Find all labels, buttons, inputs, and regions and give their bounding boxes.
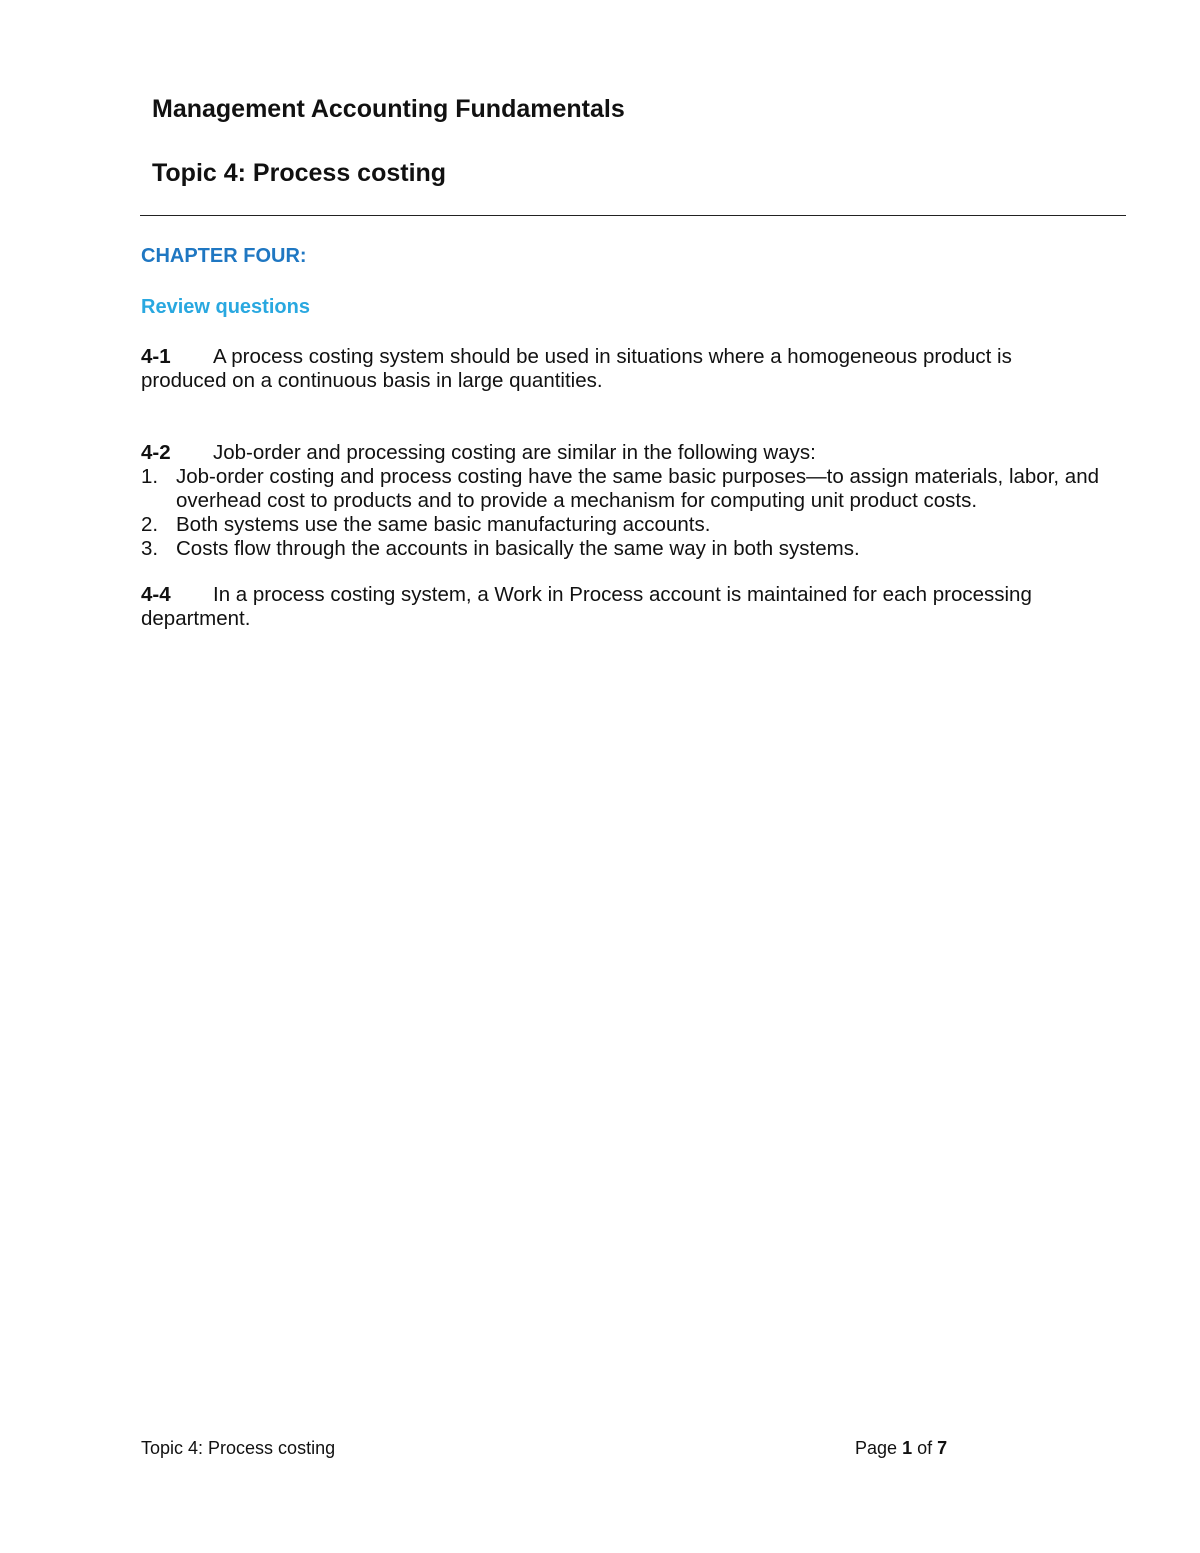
review-questions-body — [141, 345, 1101, 631]
question-number: 4-2 — [141, 441, 171, 464]
list-item-number: 2. — [141, 513, 159, 536]
document-title: Management Accounting Fundamentals — [152, 95, 625, 123]
section-heading: Review questions — [141, 296, 310, 318]
header-divider — [140, 215, 1126, 216]
page-current: 1 — [902, 1438, 913, 1458]
question-4-2 — [141, 441, 1101, 465]
list-item — [141, 537, 1101, 561]
question-number: 4-1 — [141, 345, 171, 368]
list-item — [141, 513, 1101, 537]
list-item-text: Job-order costing and process costing have the same basic purposes—to assign materials, labor, and overhead cost to products and to provide a mechanism for computing unit product costs. — [176, 465, 1100, 512]
question-answer-text: In a process costing system, a Work in Process account is maintained for each processing department. — [141, 583, 1032, 630]
question-4-4 — [141, 583, 1101, 631]
similarities-list — [141, 465, 1101, 561]
footer-topic: Topic 4: Process costing — [141, 1438, 336, 1458]
page-of-label: of — [917, 1438, 933, 1458]
page-total: 7 — [937, 1438, 948, 1458]
page-label: Page — [855, 1438, 898, 1458]
document-subtitle: Topic 4: Process costing — [152, 159, 447, 187]
list-item — [141, 465, 1101, 513]
chapter-heading: CHAPTER FOUR: — [141, 245, 307, 267]
list-item-number: 1. — [141, 465, 159, 488]
question-answer-text: A process costing system should be used in situations where a homogeneous product is produced on a continuous basis in large quantities. — [141, 345, 1012, 392]
question-answer-text: Job-order and processing costing are similar in the following ways: — [213, 441, 816, 464]
question-number: 4-4 — [141, 583, 171, 606]
list-item-text: Costs flow through the accounts in basically the same way in both systems. — [176, 537, 860, 560]
question-4-1 — [141, 345, 1101, 393]
list-item-text: Both systems use the same basic manufacturing accounts. — [176, 513, 711, 536]
list-item-number: 3. — [141, 537, 159, 560]
footer-page-number — [855, 1438, 947, 1459]
